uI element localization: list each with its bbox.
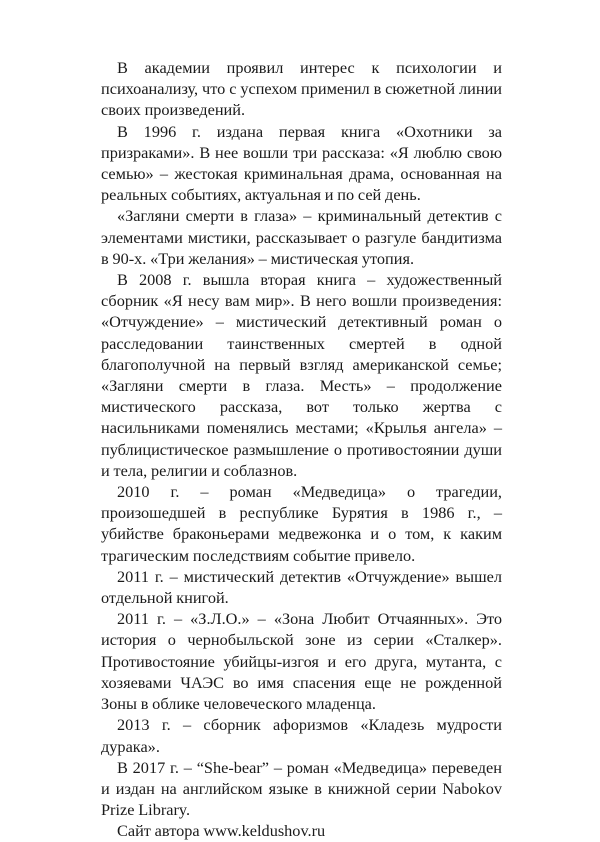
paragraph-she-bear-2017: В 2017 г. – “She-bear” – роман «Медведица» переведен и издан на английском языке в книжной серии Nabokov Prize Library. [101,757,502,820]
paragraph-academy: В академии проявил интерес к психологии и психоанализу, что с успехом применил в сюжетной линии своих произведений. [101,58,502,120]
paragraph-second-book-2008: В 2008 г. вышла вторая книга – художественный сборник «Я несу вам мир». В него вошли произведения: «Отчуждение» – мистический детективный роман о расследовании таинственных смертей в одной благополучной на первый взгляд американской семье; «Загляни смерти в глаза. Месть» – продолжение мистического рассказа, вот только жертва с насильниками поменялись местами; «Крылья ангела» – публицистическое размышление о противостоянии души и тела, религии и соблазнов. [101,270,502,480]
paragraph-author-site: Сайт автора www.keldushov.ru [117,821,326,841]
paragraph-detective-2011: 2011 г. – мистический детектив «Отчуждение» вышел отдельной книгой. [101,566,502,608]
paragraph-first-book-1996: В 1996 г. издана первая книга «Охотники за призраками». В нее вошли три рассказа: «Я люблю свою семью» – жестокая криминальная драма, основанная на реальных событиях, актуальная и по сей день. [101,121,502,205]
page-body [101,57,502,842]
paragraph-look-death-in-eyes: «Загляни смерти в глаза» – криминальный детектив с элементами мистики, рассказывает о разгуле бандитизма в 90-х. «Три желания» – мистическая утопия. [101,206,502,268]
paragraph-zlo-2011: 2011 г. – «З.Л.О.» – «Зона Любит Отчаянных». Это история о чернобыльской зоне из серии «Сталкер». Противостояние убийцы-изгоя и его друга, мутанта, с хозяевами ЧАЭС во имя спасения еще не рожденной Зоны в облике человеческого младенца. [101,609,502,714]
paragraph-novel-2010: 2010 г. – роман «Медведица» о трагедии, произошедшей в республике Бурятия в 1986 г., – убийстве браконьерами медвежонка и о том, к каким трагическим последствиям событие привело. [101,482,502,565]
paragraph-aphorisms-2013: 2013 г. – сборник афоризмов «Кладезь мудрости дурака». [101,715,502,756]
